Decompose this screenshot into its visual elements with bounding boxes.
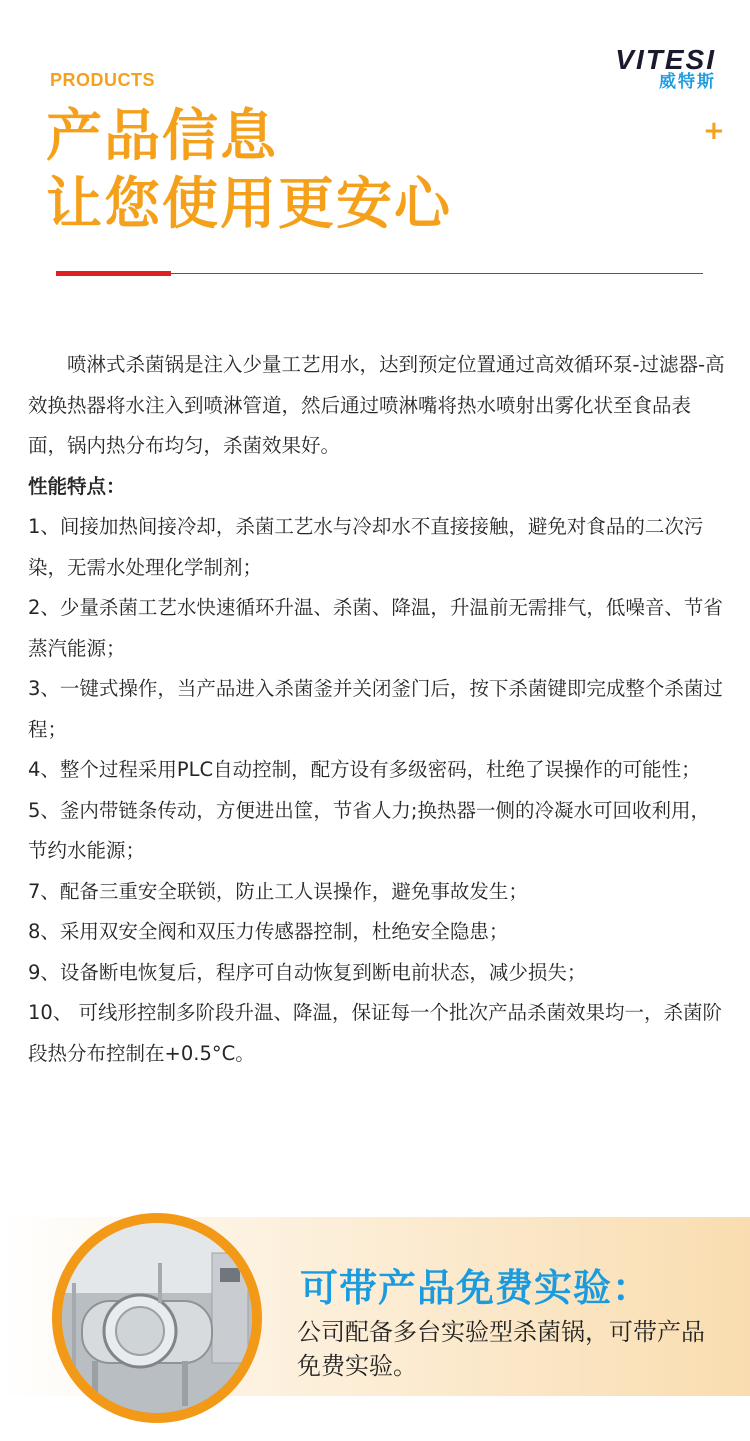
brand-name-en: VITESI	[615, 44, 716, 75]
brand-logo	[615, 46, 716, 92]
feature-item: 8、采用双安全阀和双压力传感器控制，杜绝安全隐患；	[28, 920, 509, 943]
page-subtitle: 让您使用更安心	[46, 172, 452, 237]
feature-item: 5、釜内带链条传动，方便进出筐，节省人力;换热器一侧的冷凝水可回收利用，节约水能源；	[28, 798, 710, 862]
divider-accent	[56, 271, 171, 276]
page-title: 产品信息	[46, 104, 278, 169]
feature-item: 7、配备三重安全联锁，防止工人误操作，避免事故发生；	[28, 879, 528, 903]
feature-item: 4、整个过程采用PLC自动控制，配方设有多级密码，杜绝了误操作的可能性；	[28, 758, 701, 781]
section-label: PRODUCTS	[50, 70, 156, 90]
feature-item: 3、一键式操作，当产品进入杀菌釜并关闭釜门后，按下杀菌键即完成整个杀菌过程；	[28, 677, 723, 741]
banner-title: 可带产品免费实验：	[300, 1266, 652, 1310]
product-description	[28, 345, 728, 1074]
features-heading: 性能特点：	[28, 474, 126, 498]
brand-name-cn: 威特斯	[659, 72, 716, 92]
intro-paragraph: 喷淋式杀菌锅是注入少量工艺用水，达到预定位置通过高效循环泵-过滤器-高效换热器将水注入到喷淋管道，然后通过喷淋嘴将热水喷射出雾化状至食品表面，锅内热分布均匀，杀菌效果好。	[28, 353, 725, 457]
feature-item: 2、少量杀菌工艺水快速循环升温、杀菌、降温，升温前无需排气，低噪音、节省蒸汽能源；	[28, 596, 723, 660]
banner-text: 公司配备多台实验型杀菌锅，可带产品免费实验。	[297, 1318, 705, 1380]
feature-item: 9、设备断电恢复后，程序可自动恢复到断电前状态，减少损失；	[28, 960, 587, 984]
feature-item: 1、间接加热间接冷却，杀菌工艺水与冷却水不直接接触，避免对食品的二次污染，无需水处理化学制剂；	[28, 515, 704, 579]
feature-item: 10、 可线形控制多阶段升温、降温，保证每一个批次产品杀菌效果均一，杀菌阶段热分布控制在+0.5°C。	[28, 1001, 723, 1065]
sterilizer-photo	[62, 1223, 252, 1413]
plus-icon: +	[703, 116, 725, 146]
